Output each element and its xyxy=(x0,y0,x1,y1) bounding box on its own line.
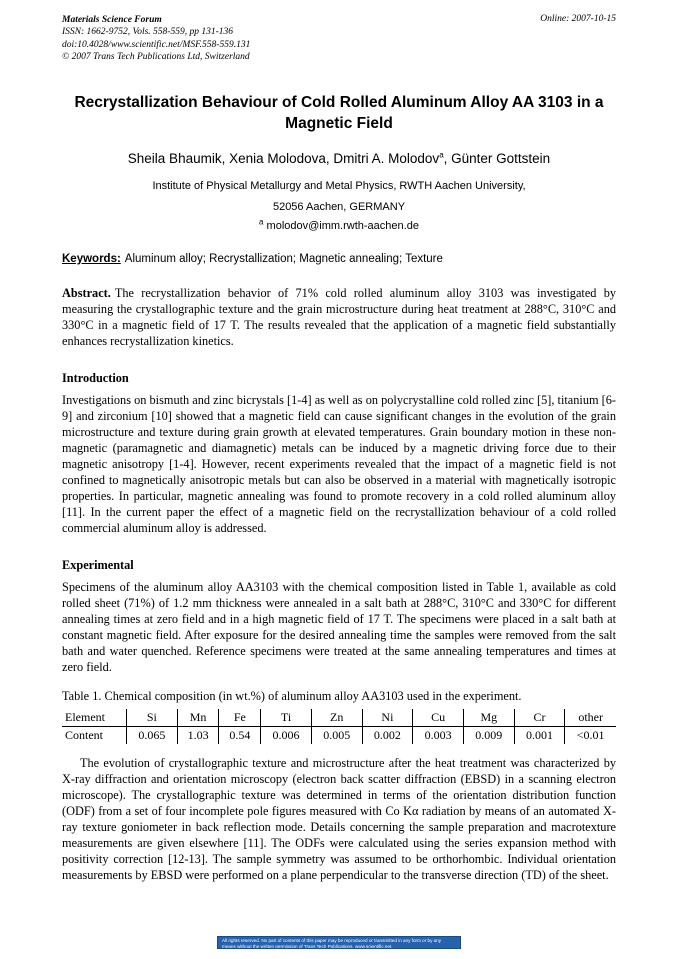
copyright-line: © 2007 Trans Tech Publications Ltd, Switzerland xyxy=(62,52,250,63)
section-heading-introduction: Introduction xyxy=(62,370,129,385)
table-header-cell: Si xyxy=(127,709,178,727)
table-header-cell: Cr xyxy=(514,709,565,727)
table-cell: Content xyxy=(65,727,103,742)
keywords-label: Keywords: xyxy=(62,252,121,265)
table-header-cell: Zn xyxy=(311,709,362,727)
paper-title: Recrystallization Behaviour of Cold Rolled Aluminum Alloy AA 3103 in a Magnetic Field xyxy=(74,94,604,133)
doi-line: doi:10.4028/www.scientific.net/MSF.558-559.131 xyxy=(62,39,251,50)
table-header-cell: Element xyxy=(62,709,127,727)
table-header-cell: Mg xyxy=(463,709,514,727)
affiliation-line-1: Institute of Physical Metallurgy and Metal Physics, RWTH Aachen University, xyxy=(152,180,526,193)
email-address: molodov@imm.rwth-aachen.de xyxy=(266,219,419,232)
table-cell: 0.002 xyxy=(362,726,413,744)
authors-line xyxy=(62,151,616,166)
section-heading-experimental: Experimental xyxy=(62,557,134,572)
experimental-paragraph-1: Specimens of the aluminum alloy AA3103 with the chemical composition listed in Table 1, available as cold rolled sheet (71%) of 1.2 mm thickness were annealed in a salt bath at 288°C, 310°C and 330°C for different annealing times at zero field and in a high magnetic field of 17 T. The specimens were placed in a salt bath at constant magnetic field. After exposure for the desired annealing time the samples were removed from the salt bath and water quenched. Reference specimens were treated at the same annealing temperatures and times at zero field. xyxy=(62,579,616,674)
composition-table xyxy=(62,709,616,744)
abstract-label: Abstract. xyxy=(62,285,111,300)
introduction-paragraph: Investigations on bismuth and zinc bicrystals [1-4] as well as on polycrystalline cold rolled zinc [5], titanium [6-9] and zirconium [10] showed that a magnetic field can cause significant changes in the evolution of the grain microstructure and texture during grain growth at elevated temperatures. Grain boundary motion in these non-magnetic (paramagnetic and diamagnetic) metals can be induced by a magnetic driving force due to their magnetic anisotropy [1-4]. However, recent experiments revealed that the impact of a magnetic field is not confined to magnetically anisotropic metals but can also be observed in a material with magnetically isotropic properties. In particular, magnetic annealing was found to promote recovery in a cold rolled aluminum alloy [11]. In the current paper the effect of a magnetic field on the recrystallization behaviour of a cold rolled commercial aluminum alloy is addressed. xyxy=(62,392,616,535)
table-cell: 0.003 xyxy=(413,726,464,744)
table-cell: 1.03 xyxy=(177,726,219,744)
table-header-cell: other xyxy=(565,709,616,727)
author-affiliation-superscript: a xyxy=(439,150,444,160)
abstract-text: The recrystallization behavior of 71% cold rolled aluminum alloy 3103 was investigated by measuring the crystallographic texture and the grain microstructure during heat treatment at 288°C, 310°C and 330°C in a magnetic field of 17 T. The results revealed that the application of a magnetic field substantially enhances recrystallization kinetics. xyxy=(62,285,616,348)
table-cell: 0.001 xyxy=(514,726,565,744)
authors-suffix: , Günter Gottstein xyxy=(443,151,551,167)
table-cell: 0.065 xyxy=(127,726,178,744)
journal-header xyxy=(62,14,616,63)
affiliation-line-2: 52056 Aachen, GERMANY xyxy=(272,200,406,213)
keywords-line xyxy=(62,253,616,265)
keywords-text: Aluminum alloy; Recrystallization; Magnetic annealing; Texture xyxy=(124,252,443,265)
email-line xyxy=(62,217,616,232)
table-cell: 0.005 xyxy=(311,726,362,744)
composition-table-header-row xyxy=(62,709,616,727)
journal-name: Materials Science Forum xyxy=(62,15,162,25)
experimental-paragraph-2: The evolution of crystallographic texture and microstructure after the heat treatment was characterized by X-ray diffraction and orientation microscopy (electron back scatter diffraction (EBSD) in a scanning electron microscope). The crystallographic texture was determined in terms of the orientation distribution function (ODF) from a set of four incomplete pole figures measured with Co Kα radiation by means of an automated X-ray texture goniometer in back reflection mode. Details concerning the sample preparation and macrotexture measurements are given elsewhere [11]. The ODFs were calculated using the series expansion method with positivity correction [12-13]. The sample symmetry was assumed to be orthorhombic. Individual orientation measurements by EBSD were performed on a plane perpendicular to the transverse direction (TD) of the sheet. xyxy=(62,755,616,882)
authors-prefix: Sheila Bhaumik, Xenia Molodova, Dmitri A. Molodov xyxy=(127,151,440,167)
table-header-cell: Ni xyxy=(362,709,413,727)
affiliation-block xyxy=(62,176,616,217)
table-header-cell: Cu xyxy=(413,709,464,727)
online-date: Online: 2007-10-15 xyxy=(540,14,616,24)
table-header-cell: Mn xyxy=(177,709,219,727)
table-cell: <0.01 xyxy=(565,726,616,744)
table-cell: 0.009 xyxy=(463,726,514,744)
journal-info xyxy=(62,14,250,63)
abstract xyxy=(62,286,616,350)
publisher-stamp: All rights reserved. No part of contents of this paper may be reproduced or transmitted in any form or by any means without the written permission of Trans Tech Publications, www.scientific.net. xyxy=(217,936,461,949)
table-cell: 0.006 xyxy=(261,726,312,744)
email-superscript: a xyxy=(259,217,264,227)
composition-table-content-row xyxy=(62,726,616,744)
table-cell: 0.54 xyxy=(219,726,261,744)
table-header-cell: Ti xyxy=(261,709,312,727)
table-caption: Table 1. Chemical composition (in wt.%) of aluminum alloy AA3103 used in the experiment. xyxy=(62,688,522,703)
table-header-cell: Fe xyxy=(219,709,261,727)
issn-line: ISSN: 1662-9752, Vols. 558-559, pp 131-136 xyxy=(62,27,233,38)
